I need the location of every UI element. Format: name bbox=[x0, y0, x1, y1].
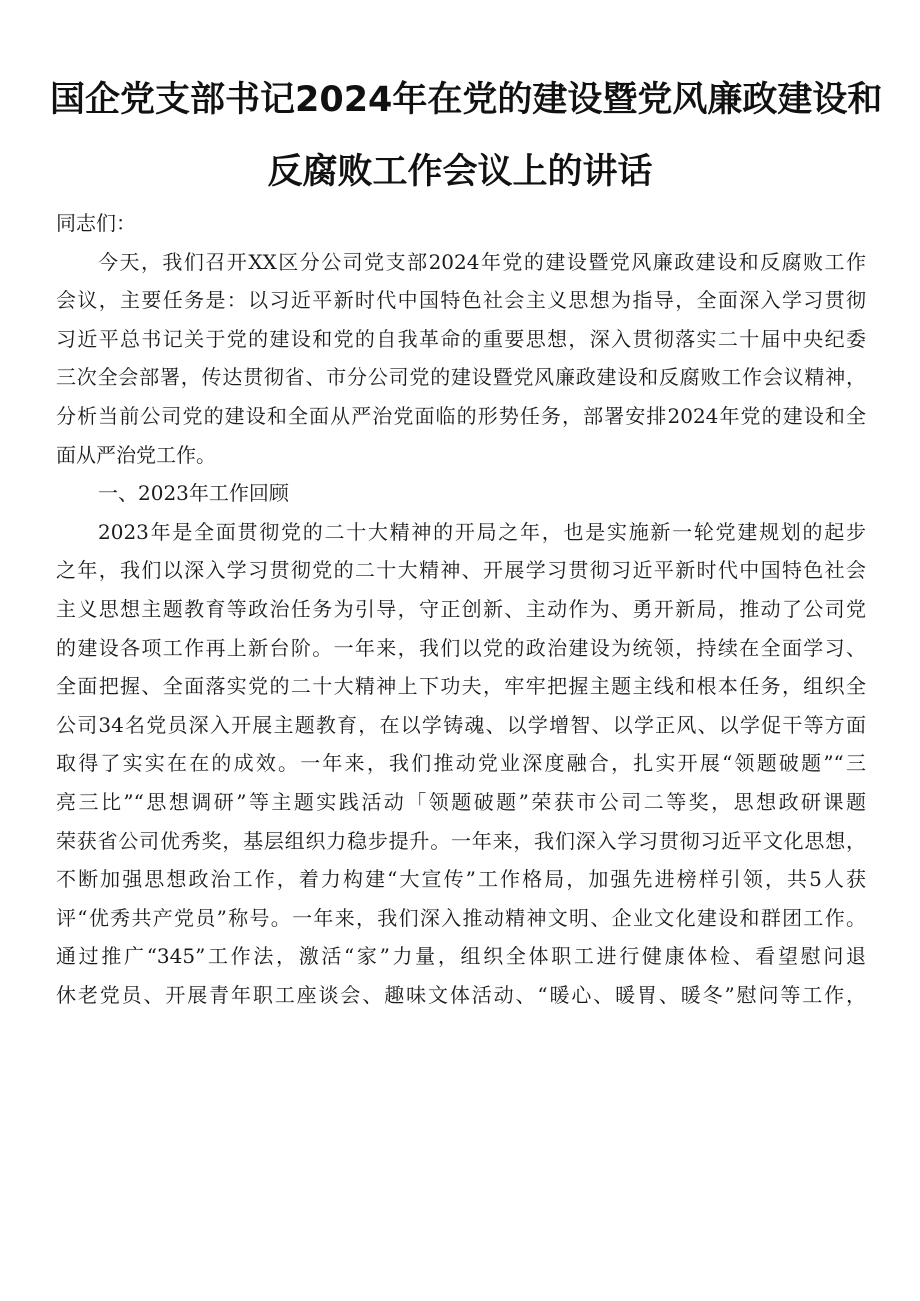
review-line: 休老党员、开展青年职工座谈会、趣味文体活动、“暖心、暖胃、暖冬”慰问等工作， bbox=[56, 982, 866, 1007]
review-line: 的建设各项工作再上新台阶。一年来，我们以党的政治建设为统领，持续在全面学习、 bbox=[56, 635, 866, 660]
intro-line: 会议，主要任务是：以习近平新时代中国特色社会主义思想为指导，全面深入学习贯彻 bbox=[56, 288, 866, 313]
review-line: 之年，我们以深入学习贯彻党的二十大精神、开展学习贯彻习近平新时代中国特色社会 bbox=[56, 558, 866, 583]
review-line: 评“优秀共产党员”称号。一年来，我们深入推动精神文明、企业文化建设和群团工作。 bbox=[56, 905, 866, 930]
intro-line: 习近平总书记关于党的建设和党的自我革命的重要思想，深入贯彻落实二十届中央纪委 bbox=[56, 326, 866, 351]
intro-line: 分析当前公司党的建设和全面从严治党面临的形势任务，部署安排2024年党的建设和全 bbox=[56, 403, 866, 428]
intro-line: 三次全会部署，传达贯彻省、市分公司党的建设暨党风廉政建设和反腐败工作会议精神， bbox=[56, 365, 866, 390]
document-title bbox=[50, 64, 883, 208]
review-line: 亮三比”“思想调研”等主题实践活动「领题破题”荣获市公司二等奖，思想政研课题 bbox=[56, 789, 866, 814]
title-line-1: 国企党支部书记2024年在党的建设暨党风廉政建设和 bbox=[50, 80, 883, 120]
review-line: 全面把握、全面落实党的二十大精神上下功夫，牢牢把握主题主线和根本任务，组织全 bbox=[56, 674, 866, 699]
intro-line: 面从严治党工作。 bbox=[56, 442, 216, 467]
review-line: 主义思想主题教育等政治任务为引导，守正创新、主动作为、勇开新局，推动了公司党 bbox=[56, 596, 866, 621]
review-line: 2023年是全面贯彻党的二十大精神的开局之年，也是实施新一轮党建规划的起步 bbox=[98, 519, 866, 544]
review-line: 不断加强思想政治工作，着力构建“大宣传”工作格局，加强先进榜样引领，共5人获 bbox=[56, 867, 866, 892]
review-line: 取得了实实在在的成效。一年来，我们推动党业深度融合，扎实开展“领题破题”“三 bbox=[56, 751, 866, 776]
review-line: 公司34名党员深入开展主题教育，在以学铸魂、以学增智、以学正风、以学促干等方面 bbox=[56, 712, 866, 737]
intro-line: 今天，我们召开XX区分公司党支部2024年党的建设暨党风廉政建设和反腐败工作 bbox=[98, 249, 866, 274]
section-heading: 一、2023年工作回顾 bbox=[98, 481, 289, 506]
title-line-2: 反腐败工作会议上的讲话 bbox=[267, 152, 653, 192]
review-line: 荣获省公司优秀奖，基层组织力稳步提升。一年来，我们深入学习贯彻习近平文化思想， bbox=[56, 828, 866, 853]
review-line: 通过推广“345”工作法，激活“家”力量，组织全体职工进行健康体检、看望慰问退 bbox=[56, 944, 866, 969]
document-body bbox=[56, 204, 866, 1014]
salutation: 同志们： bbox=[56, 211, 136, 235]
